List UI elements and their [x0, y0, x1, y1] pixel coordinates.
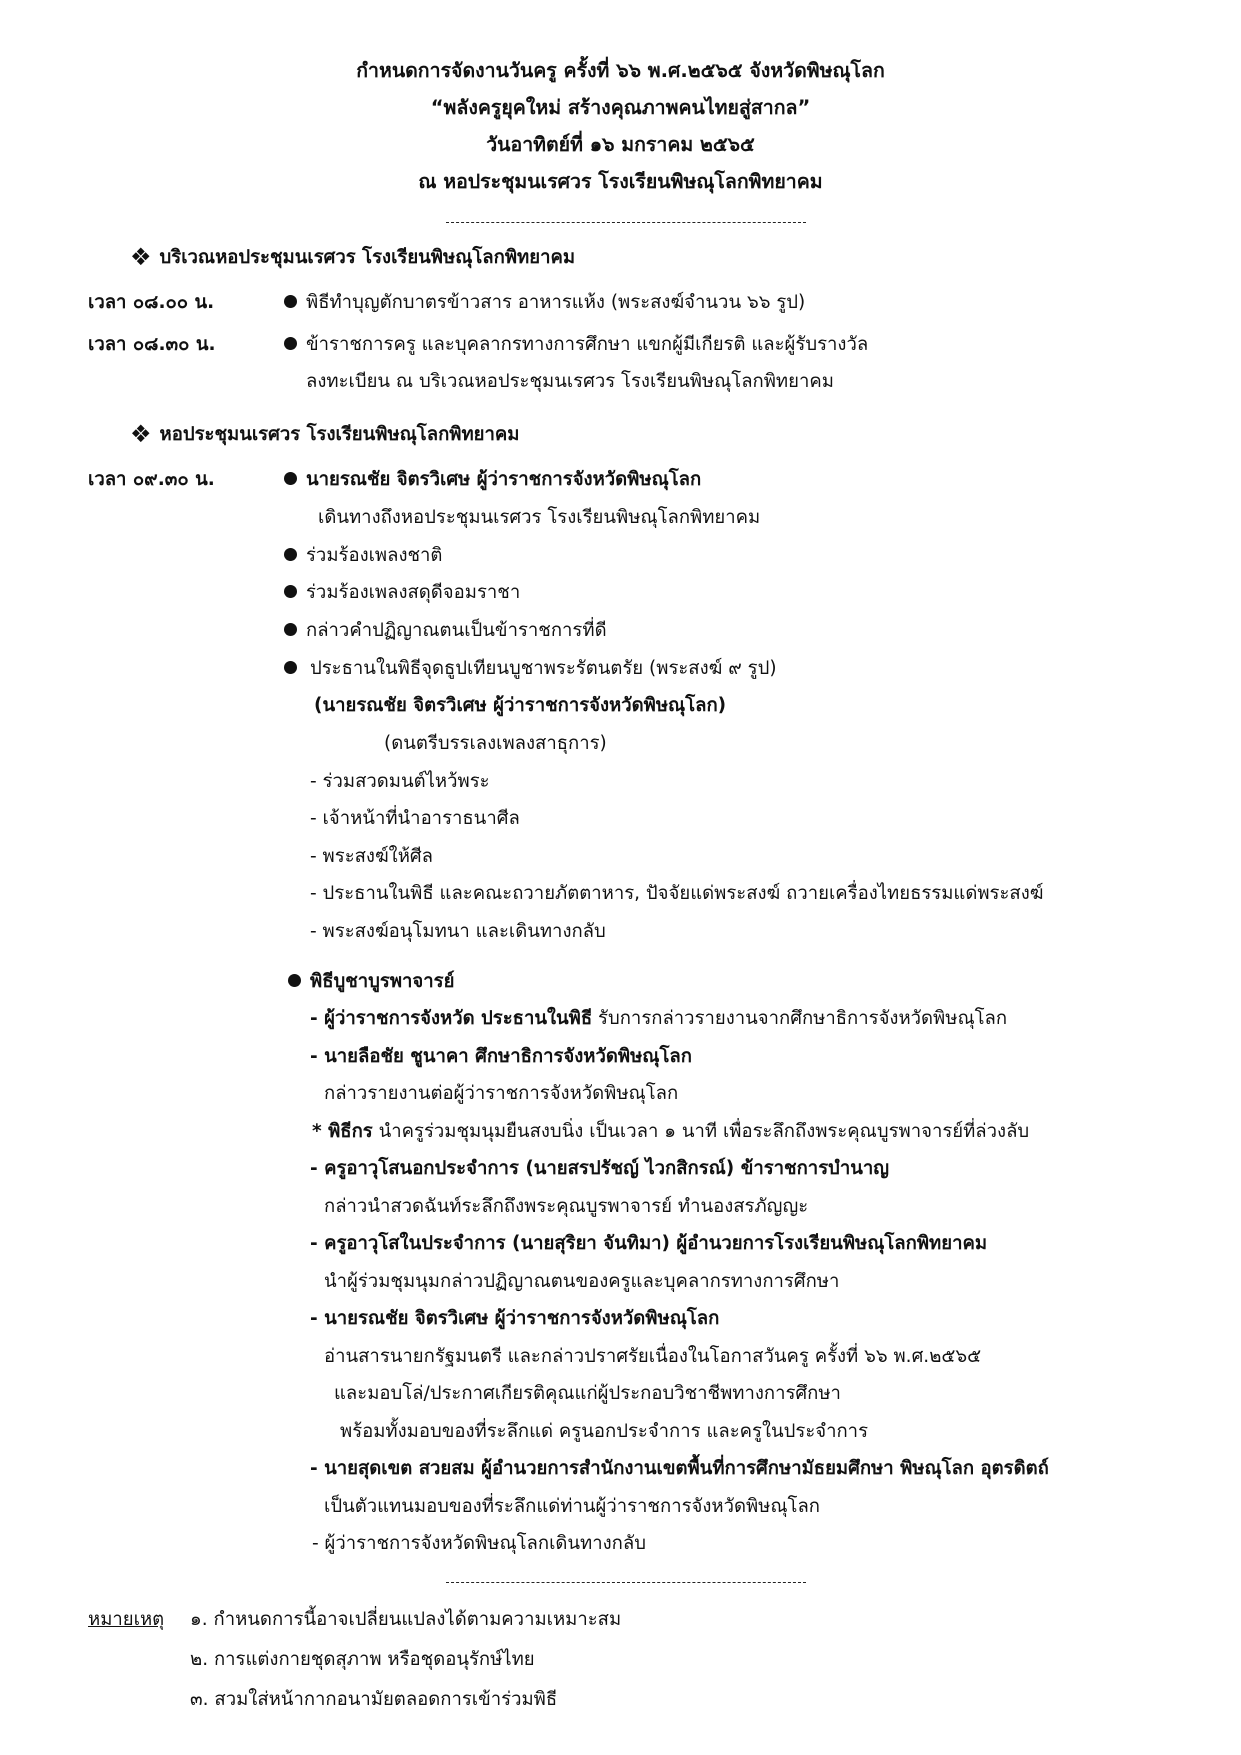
music-note: (ดนตรีบรรเลงเพลงสาธุการ)	[384, 733, 607, 754]
ceremony-item-governor	[310, 1004, 1007, 1033]
bullet-icon	[284, 548, 297, 561]
time-label: เวลา ๐๘.๓๐ น.	[88, 334, 216, 355]
rite-item: - พระสงฆ์อนุโมทนา และเดินทางกลับ	[310, 921, 606, 942]
ceremony-item-governor-speech: - นายรณชัย จิตรวิเศษ ผู้ว่าราชการจังหวัดพิษณุโลก	[310, 1308, 720, 1329]
remark-item: ๓. สวมใส่หน้ากากอนามัยตลอดการเข้าร่วมพิธี	[190, 1689, 558, 1710]
diamond-bullet-icon: ❖	[130, 243, 152, 271]
ceremony-detail: นำครูร่วมชุมนุมยืนสงบนิ่ง เป็นเวลา ๑ นาที เพื่อระลึกถึงพระคุณบูรพาจารย์ที่ล่วงลับ	[372, 1121, 1030, 1142]
ceremony-item-education-officer: - นายลือชัย ชูนาคา ศึกษาธิการจังหวัดพิษณุโลก	[310, 1046, 692, 1067]
ceremony-role: * พิธีกร	[312, 1121, 373, 1142]
bullet-icon	[284, 661, 297, 674]
national-anthem: ร่วมร้องเพลงชาติ	[306, 545, 443, 566]
rite-item: - ประธานในพิธี และคณะถวายภัตตาหาร, ปัจจัยแด่พระสงฆ์ ถวายเครื่องไทยธรรมแด่พระสงฆ์	[310, 883, 1044, 904]
rite-item: - พระสงฆ์ให้ศีล	[310, 846, 433, 867]
rite-item: - เจ้าหน้าที่นำอาราธนาศีล	[310, 808, 520, 829]
event-venue: ณ หอประชุมนเรศวร โรงเรียนพิษณุโลกพิทยาคม	[418, 170, 823, 193]
ceremony-detail: รับการกล่าวรายงานจากศึกษาธิการจังหวัดพิษณุโลก	[592, 1008, 1008, 1029]
ceremony-item-mc	[312, 1117, 1029, 1146]
event-theme: “พลังครูยุคใหม่ สร้างคุณภาพคนไทยสู่สากล”	[430, 96, 811, 119]
remark-item: ๒. การแต่งกายชุดสุภาพ หรือชุดอนุรักษ์ไทย	[190, 1649, 535, 1670]
section-title: หอประชุมนเรศวร โรงเรียนพิษณุโลกพิทยาคม	[159, 424, 520, 445]
royal-anthem: ร่วมร้องเพลงสดุดีจอมราชา	[306, 582, 521, 603]
ceremony-item-note: กล่าวรายงานต่อผู้ว่าราชการจังหวัดพิษณุโลก	[324, 1083, 679, 1104]
time-label: เวลา ๐๘.๐๐ น.	[88, 292, 215, 313]
bullet-icon	[284, 295, 297, 308]
ceremony-item-note: เป็นตัวแทนมอบของที่ระลึกแด่ท่านผู้ว่าราชการจังหวัดพิษณุโลก	[324, 1496, 821, 1517]
section-heading-hall	[130, 420, 519, 449]
ceremony-item-retired-teacher: - ครูอาวุโสนอกประจำการ (นายสรปรัชญ์ ไวกสิกรณ์) ข้าราชการบำนาญ	[310, 1158, 890, 1179]
teacher-homage-ceremony-title: พิธีบูชาบูรพาจารย์	[310, 971, 455, 992]
ceremony-item-note: กล่าวนำสวดฉันท์ระลึกถึงพระคุณบูรพาจารย์ ทำนองสรภัญญะ	[324, 1196, 809, 1217]
schedule-item-text: พิธีทำบุญตักบาตรข้าวสาร อาหารแห้ง (พระสงฆ์จำนวน ๖๖ รูป)	[306, 292, 806, 313]
rite-item: - ร่วมสวดมนต์ไหว้พระ	[310, 771, 490, 792]
ceremony-item-director: - นายสุดเขต สวยสม ผู้อำนวยการสำนักงานเขตพื้นที่การศึกษามัธยมศึกษา พิษณุโลก อุตรดิตถ์	[310, 1458, 1049, 1479]
document-title: กำหนดการจัดงานวันครู ครั้งที่ ๖๖ พ.ศ.๒๕๖๕ จังหวัดพิษณุโลก	[356, 59, 885, 82]
ceremony-item-note: พร้อมทั้งมอบของที่ระลึกแด่ ครูนอกประจำการ และครูในประจำการ	[340, 1421, 869, 1442]
bullet-icon	[284, 585, 297, 598]
bullet-icon	[284, 623, 297, 636]
worship-ceremony: ประธานในพิธีจุดธูปเทียนบูชาพระรัตนตรัย (พระสงฆ์ ๙ รูป)	[310, 658, 777, 679]
ceremony-item-note: และมอบโล่/ประกาศเกียรติคุณแก่ผู้ประกอบวิชาชีพทางการศึกษา	[334, 1383, 841, 1404]
remarks-label: หมายเหตุ	[88, 1609, 165, 1630]
event-date: วันอาทิตย์ที่ ๑๖ มกราคม ๒๕๖๕	[486, 133, 755, 156]
section-heading-courtyard	[130, 243, 575, 272]
remark-item: ๑. กำหนดการนี้อาจเปลี่ยนแปลงได้ตามความเหมาะสม	[190, 1609, 622, 1630]
governor-arrival-note: เดินทางถึงหอประชุมนเรศวร โรงเรียนพิษณุโลกพิทยาคม	[318, 507, 761, 528]
ceremony-item-note: นำผู้ร่วมชุมนุมกล่าวปฏิญาณตนของครูและบุคลากรทางการศึกษา	[324, 1271, 840, 1292]
ceremony-role: - ผู้ว่าราชการจังหวัด ประธานในพิธี	[310, 1008, 593, 1029]
schedule-item-text: ข้าราชการครู และบุคลากรทางการศึกษา แขกผู้มีเกียรติ และผู้รับรางวัล	[306, 334, 869, 355]
bullet-icon	[284, 472, 297, 485]
time-label: เวลา ๐๙.๓๐ น.	[88, 469, 215, 490]
ceremony-item-note: อ่านสารนายกรัฐมนตรี และกล่าวปราศรัยเนื่องในโอกาสวันครู ครั้งที่ ๖๖ พ.ศ.๒๕๖๕	[324, 1346, 982, 1367]
worship-president: (นายรณชัย จิตรวิเศษ ผู้ว่าราชการจังหวัดพิษณุโลก)	[314, 695, 727, 716]
governor-arrival: นายรณชัย จิตรวิเศษ ผู้ว่าราชการจังหวัดพิษณุโลก	[306, 469, 702, 490]
divider-bottom	[446, 1582, 806, 1583]
bullet-icon	[288, 974, 301, 987]
ceremony-item-senior-teacher: - ครูอาวุโสในประจำการ (นายสุริยา จันทิมา) ผู้อำนวยการโรงเรียนพิษณุโลกพิทยาคม	[310, 1233, 988, 1254]
diamond-bullet-icon: ❖	[130, 420, 152, 448]
civil-servant-pledge: กล่าวคำปฏิญาณตนเป็นข้าราชการที่ดี	[306, 620, 607, 641]
ceremony-item-departure: - ผู้ว่าราชการจังหวัดพิษณุโลกเดินทางกลับ	[312, 1533, 646, 1554]
divider-top	[446, 222, 806, 223]
section-title: บริเวณหอประชุมนเรศวร โรงเรียนพิษณุโลกพิทยาคม	[159, 247, 576, 268]
bullet-icon	[284, 337, 297, 350]
schedule-item-text: ลงทะเบียน ณ บริเวณหอประชุมนเรศวร โรงเรียนพิษณุโลกพิทยาคม	[306, 371, 834, 392]
